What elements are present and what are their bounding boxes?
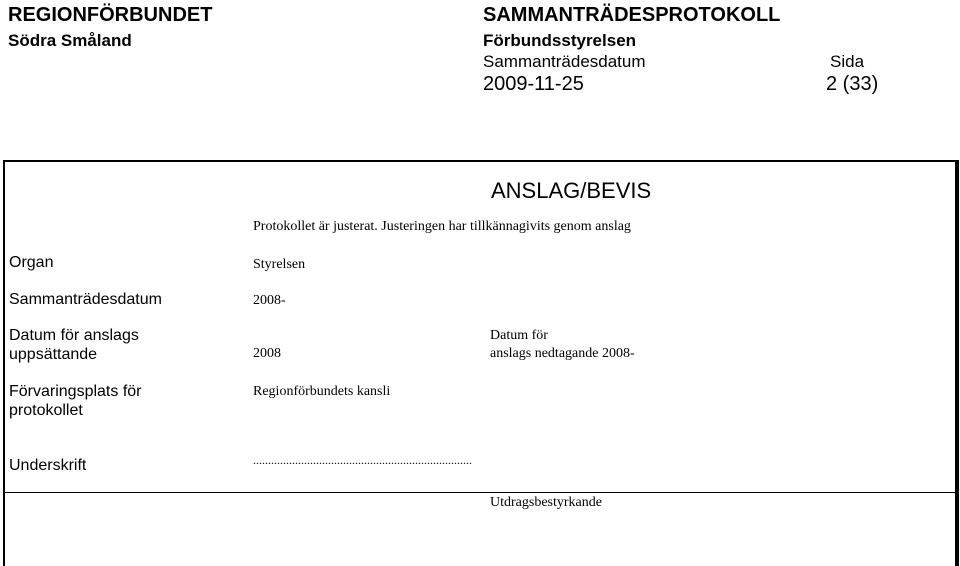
org-subtitle: Södra Småland bbox=[8, 31, 132, 50]
divider bbox=[5, 492, 955, 493]
document-type: SAMMANTRÄDESPROTOKOLL bbox=[483, 4, 781, 26]
removal-date-label-line2: anslags nedtagande 2008- bbox=[490, 346, 635, 361]
page-label: Sida bbox=[830, 52, 865, 71]
organ-value: Styrelsen bbox=[253, 257, 306, 272]
certifier-label: Utdragsbestyrkande bbox=[490, 495, 602, 510]
posted-date-label-line1: Datum för anslags bbox=[9, 327, 139, 344]
removal-date-label-line1: Datum för bbox=[490, 328, 548, 343]
meeting-date-field-label: Sammanträdesdatum bbox=[9, 291, 162, 308]
notice-intro: Protokollet är justerat. Justeringen har tillkännagivits genom anslag bbox=[253, 219, 631, 234]
meeting-date-value: 2009-11-25 bbox=[483, 73, 584, 95]
page-number: 2 (33) bbox=[826, 73, 879, 95]
storage-label-line1: Förvaringsplats för bbox=[9, 383, 142, 400]
signature-label: Underskrift bbox=[9, 457, 87, 474]
organ-label: Organ bbox=[9, 254, 54, 271]
meeting-date-label: Sammanträdesdatum bbox=[483, 52, 646, 71]
meeting-date-field-value: 2008- bbox=[253, 293, 286, 308]
org-name: REGIONFÖRBUNDET bbox=[8, 4, 213, 26]
posted-date-label-line2: uppsättande bbox=[9, 346, 98, 363]
notice-title: ANSLAG/BEVIS bbox=[491, 178, 652, 203]
signature-line: ......................................................................... bbox=[253, 453, 472, 467]
committee-name: Förbundsstyrelsen bbox=[483, 31, 637, 50]
storage-value: Regionförbundets kansli bbox=[253, 384, 391, 399]
storage-label-line2: protokollet bbox=[9, 402, 83, 419]
posted-date-value: 2008 bbox=[253, 346, 281, 361]
